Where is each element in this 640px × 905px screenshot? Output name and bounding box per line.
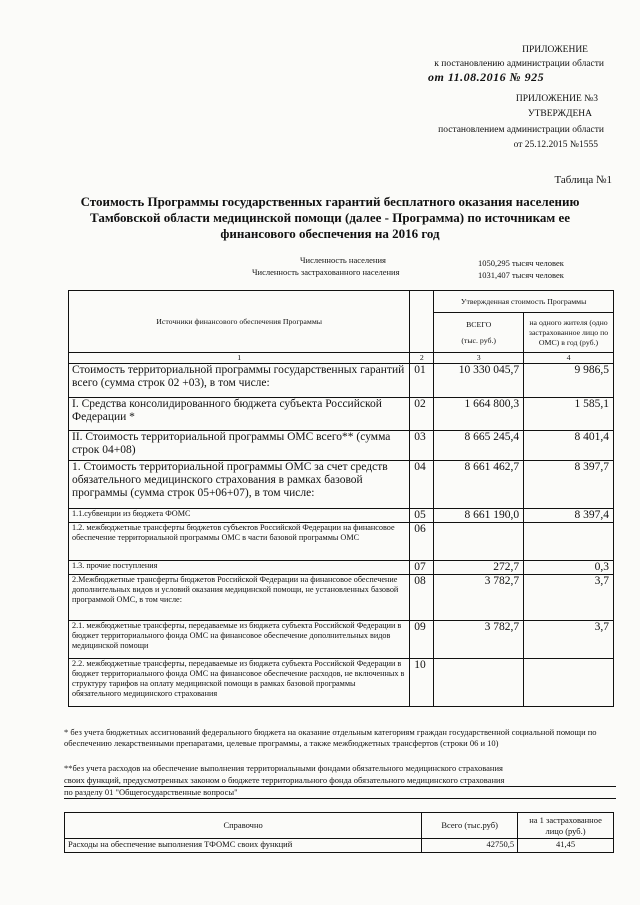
footnote-expenses-line2: своих функций, предусмотренных законом о бюджете территориального фонда обязательного медицинского страхования xyxy=(64,775,616,787)
row-label: 2.1. межбюджетные трансферты, передаваемые из бюджета субъекта Российской Федерации в бюджет территориального фонда ОМС на финансовое обеспечение дополнительных видов медицинской помощи xyxy=(69,621,410,659)
row-total: 10 330 045,7 xyxy=(434,364,524,398)
row-label: Стоимость территориальной программы государственных гарантий всего (сумма строк 02 +03), в том числе: xyxy=(69,364,410,398)
table-row xyxy=(69,398,614,431)
header-per-capita: на одного жителя (одно застрахованное лицо по ОМС) в год (руб.) xyxy=(524,313,614,353)
header-total-label: ВСЕГО xyxy=(466,319,492,329)
row-per-capita: 8 397,4 xyxy=(524,509,614,523)
row-code: 05 xyxy=(410,509,434,523)
row-total xyxy=(434,523,524,561)
population-value: 1050,295 тысяч человек xyxy=(478,258,564,268)
table-row xyxy=(69,575,614,621)
table-row xyxy=(69,621,614,659)
appendix-3-label: ПРИЛОЖЕНИЕ №3 xyxy=(515,94,598,104)
table-row xyxy=(69,561,614,575)
reference-row-per: 41,45 xyxy=(518,839,614,853)
title-line-3: финансового обеспечения на 2016 год xyxy=(220,226,440,241)
approved-label: УТВЕРЖДЕНА xyxy=(527,109,592,119)
row-code: 07 xyxy=(410,561,434,575)
row-per-capita xyxy=(524,523,614,561)
row-total: 8 665 245,4 xyxy=(434,431,524,461)
approved-date: от 25.12.2015 №1555 xyxy=(513,140,598,150)
reference-row-label: Расходы на обеспечение выполнения ТФОМС своих функций xyxy=(65,839,422,853)
row-per-capita xyxy=(524,659,614,707)
row-code: 03 xyxy=(410,431,434,461)
row-total: 8 661 462,7 xyxy=(434,461,524,509)
col-number-4: 4 xyxy=(524,353,614,364)
col-number-1: 1 xyxy=(69,353,410,364)
footnote-expenses-line1: **без учета расходов на обеспечение выполнения территориальными фондами обязательного медицинского страхования xyxy=(64,763,503,773)
reference-header: Справочно xyxy=(65,813,422,839)
insured-population-label: Численность застрахованного населения xyxy=(252,267,400,277)
row-code: 01 xyxy=(410,364,434,398)
row-total: 272,7 xyxy=(434,561,524,575)
header-total-unit: (тыс. руб.) xyxy=(461,335,497,345)
row-total: 1 664 800,3 xyxy=(434,398,524,431)
program-cost-table xyxy=(68,290,614,707)
document-title xyxy=(60,194,600,242)
reference-table xyxy=(64,812,614,853)
row-per-capita: 0,3 xyxy=(524,561,614,575)
table-row xyxy=(69,509,614,523)
table-number-label: Таблица №1 xyxy=(554,174,612,186)
header-source: Источники финансового обеспечения Программы xyxy=(69,291,410,353)
table-row xyxy=(69,659,614,707)
population-label: Численность населения xyxy=(300,255,386,265)
row-total xyxy=(434,659,524,707)
reference-header-total: Всего (тыс.руб) xyxy=(422,813,518,839)
table-row xyxy=(65,839,614,853)
title-line-1: Стоимость Программы государственных гарантий бесплатного оказания населению xyxy=(80,194,580,209)
header-approved: Утвержденная стоимость Программы xyxy=(434,291,614,313)
row-label: 1.2. межбюджетные трансферты бюджетов субъектов Российской Федерации на финансовое обеспечение территориальной программы ОМС в части базовой программы ОМС xyxy=(69,523,410,561)
row-code: 02 xyxy=(410,398,434,431)
approved-by: постановлением администрации области xyxy=(438,125,604,135)
insured-population-value: 1031,407 тысяч человек xyxy=(478,270,564,280)
row-label: I. Средства консолидированного бюджета субъекта Российской Федерации * xyxy=(69,398,410,431)
appendix-label: ПРИЛОЖЕНИЕ xyxy=(522,45,588,55)
header-total xyxy=(434,313,524,353)
row-label: 1.1.субвенции из бюджета ФОМС xyxy=(69,509,410,523)
table-row xyxy=(69,523,614,561)
appendix-resolution: к постановлению администрации области xyxy=(434,59,604,69)
table-row xyxy=(69,364,614,398)
row-code: 08 xyxy=(410,575,434,621)
table-row xyxy=(69,461,614,509)
row-code: 09 xyxy=(410,621,434,659)
handwritten-date-number: от 11.08.2016 № 925 xyxy=(428,70,545,84)
row-code: 04 xyxy=(410,461,434,509)
row-label: 2.2. межбюджетные трансферты, передаваемые из бюджета субъекта Российской Федерации в бюджет территориального фонда ОМС на финансовое обеспечение расходов, не включенных в структуру тарифов на оплату медицинской помощи в рамках базовой программы обязательного медицинского страхования xyxy=(69,659,410,707)
row-total: 3 782,7 xyxy=(434,575,524,621)
row-total: 8 661 190,0 xyxy=(434,509,524,523)
title-line-2: Тамбовской области медицинской помощи (далее - Программа) по источникам ее xyxy=(89,210,571,225)
reference-row-total: 42750,5 xyxy=(422,839,518,853)
row-per-capita: 8 397,7 xyxy=(524,461,614,509)
row-per-capita: 1 585,1 xyxy=(524,398,614,431)
reference-header-per: на 1 застрахованное лицо (руб.) xyxy=(518,813,614,839)
row-per-capita: 3,7 xyxy=(524,575,614,621)
row-per-capita: 3,7 xyxy=(524,621,614,659)
row-label: 1.3. прочие поступления xyxy=(69,561,410,575)
row-code: 06 xyxy=(410,523,434,561)
row-label: 1. Стоимость территориальной программы ОМС за счет средств обязательного медицинского страхования в рамках базовой программы (сумма строк 05+06+07), в том числе: xyxy=(69,461,410,509)
row-label: II. Стоимость территориальной программы ОМС всего** (сумма строк 04+08) xyxy=(69,431,410,461)
row-label: 2.Межбюджетные трансферты бюджетов Российской Федерации на финансовое обеспечение дополнительных видов и условий оказания медицинской помощи, не установленных базовой программой ОМС, в том числе: xyxy=(69,575,410,621)
col-number-3: 3 xyxy=(434,353,524,364)
footnote-expenses-line3: по разделу 01 "Общегосударственные вопросы" xyxy=(64,787,616,799)
row-code: 10 xyxy=(410,659,434,707)
row-per-capita: 8 401,4 xyxy=(524,431,614,461)
row-per-capita: 9 986,5 xyxy=(524,364,614,398)
col-number-2: 2 xyxy=(410,353,434,364)
footnote-budget: * без учета бюджетных ассигнований федерального бюджета на оказание отдельным категориям граждан государственной социальной помощи по обеспечению лекарственными препаратами, целевые программы, а также межбюджетных трансфертов (строки 06 и 10) xyxy=(64,727,597,748)
table-row xyxy=(69,431,614,461)
row-total: 3 782,7 xyxy=(434,621,524,659)
header-code xyxy=(410,291,434,353)
